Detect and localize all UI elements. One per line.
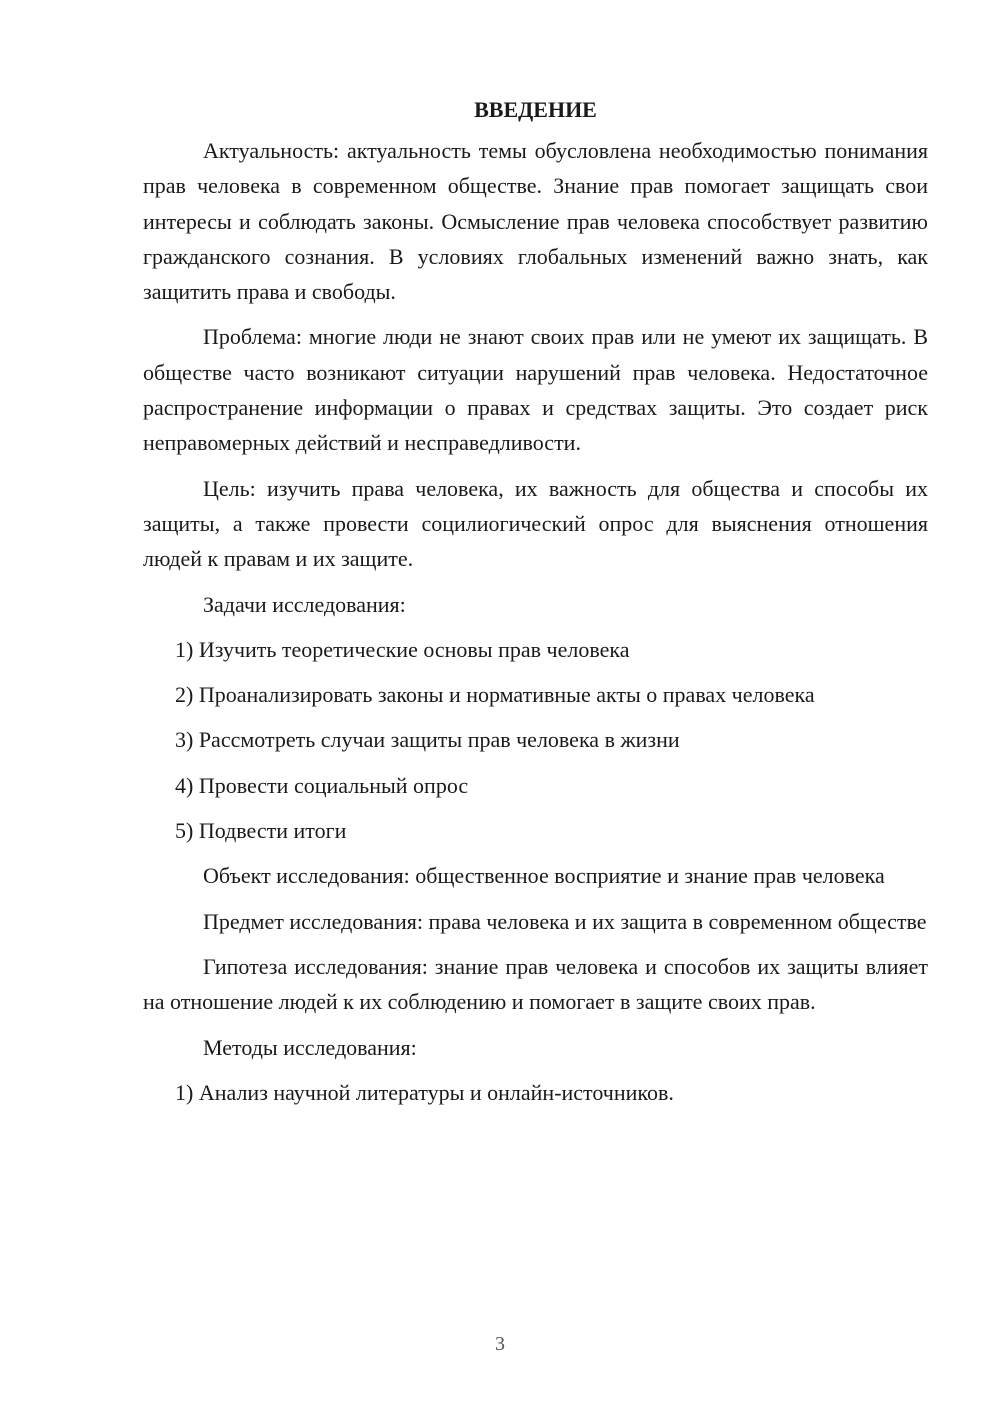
hypothesis-paragraph: Гипотеза исследования: знание прав человека и способов их защиты влияет на отношение людей к их соблюдению и помогает в защите своих прав. — [143, 953, 928, 1015]
document-page — [143, 92, 928, 1120]
tasks-list — [143, 632, 928, 848]
goal-paragraph: Цель: изучить права человека, их важность для общества и способы их защиты, а также провести социлиогический опрос для выяснения отношения людей к правам и их защите. — [143, 475, 928, 572]
list-item: 3) Рассмотреть случаи защиты прав человека в жизни — [175, 727, 680, 753]
methods-list — [143, 1075, 928, 1110]
subject-paragraph: Предмет исследования: права человека и их защита в современном обществе — [203, 908, 927, 934]
problem-paragraph: Проблема: многие люди не знают своих прав или не умеют их защищать. В обществе часто возникают ситуации нарушений прав человека. Недостаточное распространение информации о правах и средствах защиты. Это создает риск неправомерных действий и несправедливости. — [143, 324, 928, 456]
page-number: 3 — [495, 1333, 505, 1355]
list-item: 4) Провести социальный опрос — [175, 772, 469, 798]
methods-heading: Методы исследования: — [203, 1034, 417, 1060]
list-item: 5) Подвести итоги — [175, 818, 347, 844]
tasks-heading: Задачи исследования: — [203, 591, 406, 617]
relevance-paragraph: Актуальность: актуальность темы обусловлена необходимостью понимания прав человека в современном обществе. Знание прав помогает защищать свои интересы и соблюдать законы. Осмысление прав человека способствует развитию гражданского сознания. В условиях глобальных изменений важно знать, как защитить права и свободы. — [143, 138, 928, 305]
page-title: ВВЕДЕНИЕ — [474, 97, 597, 122]
list-item: 1) Анализ научной литературы и онлайн-источников. — [175, 1079, 674, 1105]
object-paragraph: Объект исследования: общественное восприятие и знание прав человека — [203, 863, 885, 889]
list-item: 1) Изучить теоретические основы прав человека — [175, 636, 630, 662]
list-item: 2) Проанализировать законы и нормативные акты о правах человека — [175, 682, 815, 708]
